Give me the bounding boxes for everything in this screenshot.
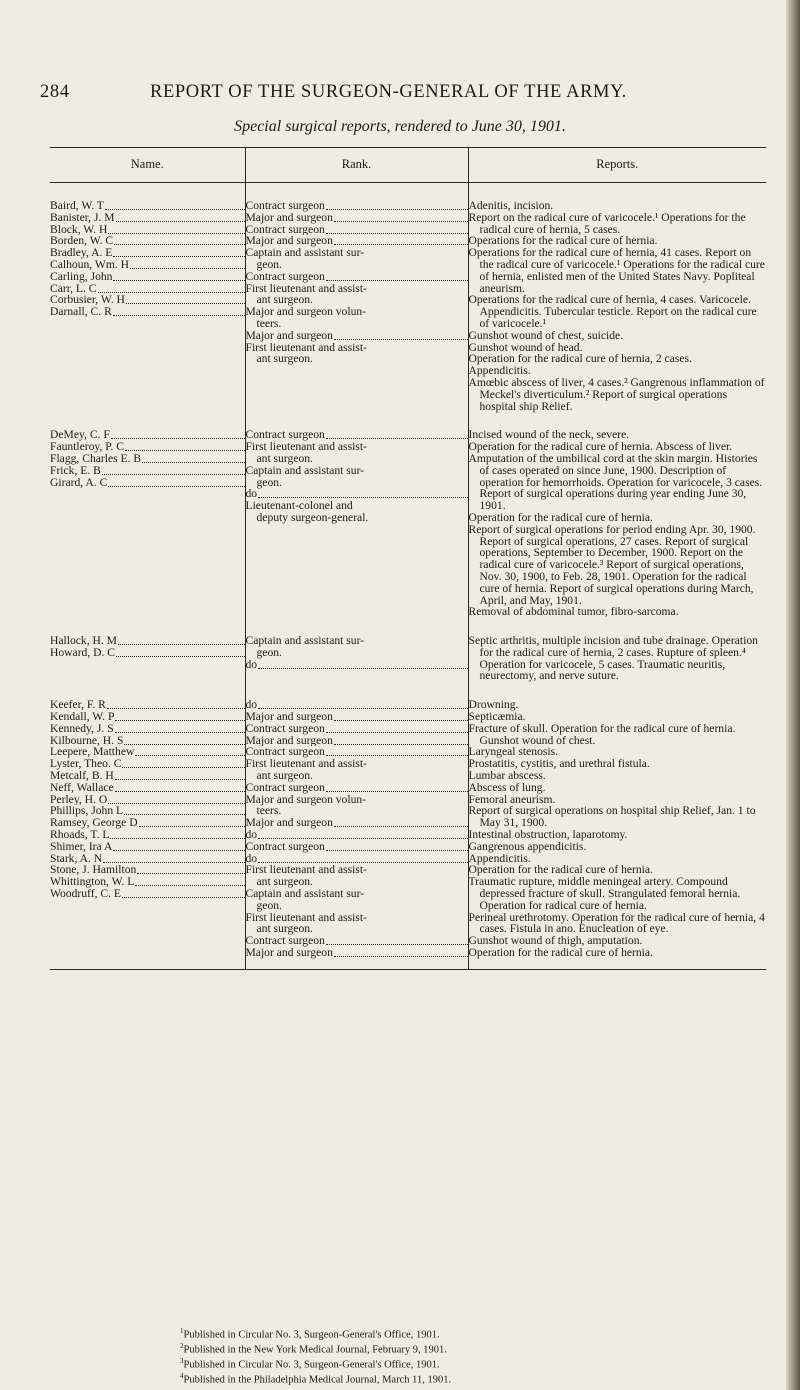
leader-dots <box>118 635 245 645</box>
officer-rank: do <box>246 659 468 671</box>
report-entry: Operation for the radical cure of hernia. Abscess of liver. <box>468 440 733 454</box>
report-entry: Operation for the radical cure of hernia, 2 cases. <box>468 352 692 366</box>
officer-name: Stark, A. N <box>50 853 245 865</box>
spacer-row <box>50 183 766 201</box>
officer-name: Flagg, Charles E. B <box>50 453 245 465</box>
officer-name: Bradley, A. E <box>50 247 245 259</box>
leader-dots <box>113 247 244 257</box>
officer-rank: Contract surgeon <box>246 746 468 758</box>
officer-name: Kennedy, J. S <box>50 723 245 735</box>
header-reports: Reports. <box>468 148 766 183</box>
footnote: $^4$Published in the Philadelphia Medical Journal, March 11, 1901. <box>180 1372 452 1386</box>
officer-rank: Major and surgeon <box>246 735 468 747</box>
leader-dots <box>326 723 468 733</box>
leader-dots <box>258 659 467 669</box>
names-cell <box>50 429 245 618</box>
spacer-row <box>50 682 766 699</box>
officer-rank: First lieutenant and assist- ant surgeon. <box>245 340 367 366</box>
leader-dots <box>108 794 244 804</box>
officer-name: Block, W. H <box>50 224 245 236</box>
officer-name: Stone, J. Hamilton <box>50 864 245 876</box>
report-entry: Intestinal obstruction, laparotomy. <box>468 828 628 842</box>
leader-dots <box>124 735 244 745</box>
leader-dots <box>108 477 244 487</box>
officer-rank: Contract surgeon <box>246 841 468 853</box>
leader-dots <box>105 200 245 210</box>
officer-name: Woodruff, C. E <box>50 888 245 900</box>
reports-cell <box>468 429 766 618</box>
officer-rank: Major and surgeon <box>246 212 468 224</box>
officer-name: Keefer, F. R <box>50 699 245 711</box>
report-entry: Appendicitis. <box>468 851 531 865</box>
leader-dots <box>334 235 468 245</box>
leader-dots <box>115 782 245 792</box>
leader-dots <box>135 876 244 886</box>
leader-dots <box>125 441 245 451</box>
officer-rank: Captain and assistant sur- geon. <box>245 887 365 912</box>
leader-dots <box>334 711 468 721</box>
report-entry: Gunshot wound of chest, suicide. <box>468 328 624 342</box>
officer-name: Darnall, C. R <box>50 306 245 318</box>
ranks-cell <box>245 699 468 959</box>
leader-dots <box>114 235 244 245</box>
report-entry: Femoral aneurism. <box>468 792 556 806</box>
running-title: REPORT OF THE SURGEON-GENERAL OF THE ARMY. <box>150 82 627 102</box>
leader-dots <box>122 888 245 898</box>
ranks-cell <box>245 635 468 682</box>
officer-name: Girard, A. C <box>50 477 245 489</box>
header-rank: Rank. <box>245 148 468 183</box>
officer-rank: Major and surgeon <box>246 817 468 829</box>
report-entry: Amputation of the umbilical cord at the skin margin. Histories of cases operated on since June, 1900. Description of operation for hemorrhoids. Operation for varicocele, 3 cases. Report of surgical operations during year ending June 30, 1901. <box>468 451 763 513</box>
officer-name: Kendall, W. P <box>50 711 245 723</box>
names-cell <box>50 635 245 682</box>
report-entry: Operations for the radical cure of hernia, 41 cases. Report on the radical cure of varicocele.¹ Operations for the radical cure of hernia, enlisted men of the United States Navy. Popliteal aneurism. <box>468 246 765 295</box>
reports-table <box>50 147 766 970</box>
officer-name: Hallock, H. M <box>50 635 245 647</box>
table-caption: Special surgical reports, rendered to June 30, 1901. <box>234 118 566 135</box>
table-row <box>50 699 766 959</box>
report-entry: Perineal urethrotomy. Operation for the radical cure of hernia, 4 cases. Fistula in ano. Enucleation of eye. <box>468 910 765 936</box>
officer-name: Corbusier, W. H <box>50 294 245 306</box>
names-cell <box>50 699 245 959</box>
officer-rank: Captain and assistant sur- geon. <box>245 246 365 271</box>
officer-rank: First lieutenant and assist- ant surgeon. <box>245 757 367 783</box>
officer-name: Lyster, Theo. C <box>50 758 245 770</box>
leader-dots <box>137 864 244 874</box>
footnotes <box>180 1326 740 1386</box>
leader-dots <box>334 330 468 340</box>
leader-dots <box>334 947 468 957</box>
leader-dots <box>113 306 245 316</box>
leader-dots <box>326 429 468 439</box>
report-entry: Fracture of skull. Operation for the radical cure of hernia. Gunshot wound of chest. <box>468 721 736 747</box>
officer-name: Leepere, Matthew <box>50 746 245 758</box>
leader-dots <box>326 746 468 756</box>
leader-dots <box>98 283 245 293</box>
report-entry: Adenitis, incision. <box>468 199 554 212</box>
report-entry: Report on the radical cure of varicocele.¹ Operations for the radical cure of hernia, 5 cases. <box>468 210 746 236</box>
officer-name: Neff, Wallace <box>50 782 245 794</box>
leader-dots <box>326 935 468 945</box>
officer-rank: Major and surgeon <box>246 947 468 959</box>
reports-cell <box>468 699 766 959</box>
leader-dots <box>139 817 245 827</box>
leader-dots <box>116 212 245 222</box>
report-entry: Gangrenous appendicitis. <box>468 839 587 853</box>
report-entry: Removal of abdominal tumor, fibro-sarcoma. <box>468 605 679 619</box>
officer-rank: Captain and assistant sur- geon. <box>245 634 365 659</box>
officer-name: Rhoads, T. L <box>50 829 245 841</box>
page-number: 284 <box>40 82 70 102</box>
leader-dots <box>334 817 468 827</box>
officer-name: Shimer, Ira A <box>50 841 245 853</box>
spacer-row <box>50 412 766 429</box>
report-entry: Report of surgical operations on hospital ship Relief, Jan. 1 to May 31, 1900. <box>468 804 756 830</box>
report-entry: Gunshot wound of thigh, amputation. <box>468 934 643 948</box>
officer-name: Howard, D. C <box>50 647 245 659</box>
officer-rank: Captain and assistant sur- geon. <box>245 463 365 489</box>
leader-dots <box>130 259 244 269</box>
officer-rank: Major and surgeon volun- teers. <box>245 305 367 330</box>
officer-name: Calhoun, Wm. H <box>50 259 245 271</box>
officer-name: Perley, H. O <box>50 794 245 806</box>
officer-rank: do <box>246 853 468 865</box>
report-entry: Drowning. <box>468 698 519 712</box>
officer-name: Borden, W. C <box>50 235 245 247</box>
footnote: $^2$Published in the New York Medical Journal, February 9, 1901. <box>180 1342 447 1356</box>
officer-rank: Contract surgeon <box>246 271 468 283</box>
officer-name: Metcalf, B. H <box>50 770 245 782</box>
leader-dots <box>326 200 468 210</box>
leader-dots <box>108 224 244 234</box>
officer-name: DeMey, C. F <box>50 429 245 441</box>
report-entry: Operation for the radical cure of hernia. <box>468 863 653 877</box>
officer-rank: Contract surgeon <box>246 200 468 212</box>
leader-dots <box>326 224 468 234</box>
officer-rank: do <box>246 699 468 711</box>
officer-rank: First lieutenant and assist- ant surgeon. <box>245 863 367 889</box>
officer-name: Phillips, John L <box>50 805 245 817</box>
table-row <box>50 200 766 412</box>
ranks-cell <box>245 429 468 618</box>
leader-dots <box>258 488 467 498</box>
officer-rank: Contract surgeon <box>246 935 468 947</box>
officer-name: Frick, E. B <box>50 465 245 477</box>
officer-name: Banister, J. M <box>50 212 245 224</box>
officer-rank: Contract surgeon <box>246 723 468 735</box>
officer-rank: Major and surgeon <box>246 235 468 247</box>
officer-rank: Contract surgeon <box>246 782 468 794</box>
officer-name: Carling, John <box>50 271 245 283</box>
report-entry: Gunshot wound of head. <box>468 340 583 354</box>
page-edge-shadow <box>786 0 800 1390</box>
leader-dots <box>107 699 245 709</box>
report-entry: Lumbar abscess. <box>468 769 546 783</box>
officer-rank: Contract surgeon <box>246 224 468 236</box>
officer-rank: First lieutenant and assist- ant surgeon. <box>245 910 367 936</box>
officer-name: Carr, L. C <box>50 283 245 295</box>
leader-dots <box>334 735 468 745</box>
header-name: Name. <box>50 148 245 183</box>
officer-rank: First lieutenant and assist- ant surgeon. <box>245 281 367 307</box>
leader-dots <box>116 647 244 657</box>
officer-rank: Major and surgeon volun- teers. <box>245 792 367 818</box>
officer-name: Fauntleroy, P. C <box>50 441 245 453</box>
leader-dots <box>326 841 468 851</box>
report-entry: Septicæmia. <box>468 710 526 724</box>
officer-rank: Contract surgeon <box>246 429 468 441</box>
footnote: $^1$Published in Circular No. 3, Surgeon-General's Office, 1901. <box>180 1327 440 1341</box>
officer-name: Ramsey, George D <box>50 817 245 829</box>
leader-dots <box>135 746 244 756</box>
leader-dots <box>111 429 245 439</box>
officer-rank: do <box>246 488 468 500</box>
report-entry: Operation for the radical cure of hernia. <box>468 510 653 524</box>
leader-dots <box>258 699 467 709</box>
officer-name: Baird, W. T <box>50 200 245 212</box>
spacer-row <box>50 618 766 635</box>
report-entry: Operations for the radical cure of hernia, 4 cases. Varicocele. Appendicitis. Tubercular testicle. Report on the radical cure of varicocele.¹ <box>468 293 757 330</box>
leader-dots <box>124 805 244 815</box>
officer-name: Kilbourne, H. S <box>50 735 245 747</box>
header-row <box>50 148 766 183</box>
report-entry: Report of surgical operations for period ending Apr. 30, 1900. Report of surgical operations, 27 cases. Report of surgical operations, September to December, 1900. Report on the radical cure of varicocele.³ Report of surgical operations, Nov. 30, 1900, to Feb. 28, 1901. Operation for the radical cure of hernia. Report of surgical operations during March, April, and May, 1901. <box>468 522 756 607</box>
report-entry: Septic arthritis, multiple incision and tube drainage. Operation for the radical cure of hernia, 2 cases. Rupture of spleen.⁴ Operation for varicocele, 5 cases. Traumatic neuritis, neurectomy, and nerve suture. <box>468 634 758 683</box>
report-entry: Prostatitis, cystitis, and urethral fistula. <box>468 757 650 771</box>
leader-dots <box>113 271 244 281</box>
reports-cell <box>468 200 766 412</box>
leader-dots <box>326 782 468 792</box>
leader-dots <box>115 711 244 721</box>
table-row <box>50 635 766 682</box>
leader-dots <box>110 829 244 839</box>
leader-dots <box>115 770 245 780</box>
leader-dots <box>115 723 245 733</box>
officer-name: Whittington, W. L <box>50 876 245 888</box>
officer-rank: Major and surgeon <box>246 330 468 342</box>
report-entry: Operations for the radical cure of hernia. <box>468 234 658 248</box>
report-entry: Incised wound of the neck, severe. <box>468 428 630 442</box>
report-entry: Appendicitis. <box>468 364 531 378</box>
leader-dots <box>122 758 244 768</box>
table-row <box>50 429 766 618</box>
officer-rank: Lieutenant-colonel and deputy surgeon-general. <box>245 499 369 524</box>
leader-dots <box>126 294 245 304</box>
leader-dots <box>258 829 467 839</box>
report-entry: Traumatic rupture, middle meningeal artery. Compound depressed fracture of skull. Strangulated femoral hernia. Operation for radical cure of hernia. <box>468 875 741 912</box>
officer-rank: First lieutenant and assist- ant surgeon. <box>245 440 367 465</box>
leader-dots <box>142 453 244 463</box>
report-entry: Abscess of lung. <box>468 780 546 794</box>
officer-rank: do <box>246 829 468 841</box>
officer-rank: Major and surgeon <box>246 711 468 723</box>
reports-cell <box>468 635 766 682</box>
ranks-cell <box>245 200 468 412</box>
report-entry: Laryngeal stenosis. <box>468 745 559 759</box>
leader-dots <box>102 465 245 475</box>
leader-dots <box>103 853 244 863</box>
footnote: $^3$Published in Circular No. 3, Surgeon-General's Office, 1901. <box>180 1357 440 1371</box>
leader-dots <box>326 271 468 281</box>
names-cell <box>50 200 245 412</box>
leader-dots <box>258 853 467 863</box>
leader-dots <box>334 212 468 222</box>
report-entry: Operation for the radical cure of hernia. <box>468 946 653 960</box>
leader-dots <box>113 841 244 851</box>
report-entry: Amœbic abscess of liver, 4 cases.² Gangrenous inflammation of Meckel's diverticulum.² Report of surgical operations hospital ship Relief. <box>468 375 765 413</box>
table-end-row <box>50 959 766 970</box>
